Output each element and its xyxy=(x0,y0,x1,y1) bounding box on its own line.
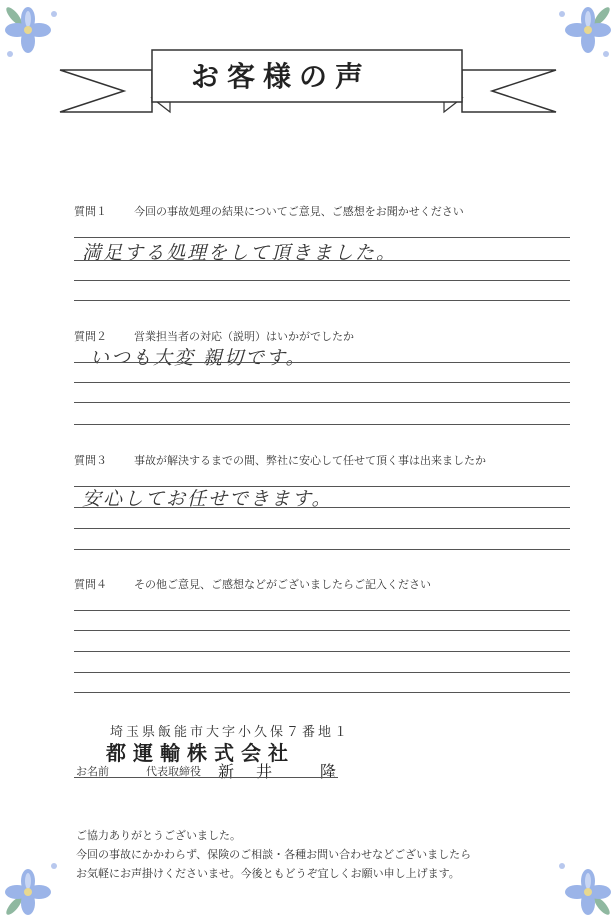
answer-line xyxy=(74,382,570,383)
closing-line: お気軽にお声掛けくださいませ。今後ともどうぞ宜しくお願い申し上げます。 xyxy=(76,867,460,880)
question-text: その他ご意見、ご感想などがございましたらご記入ください xyxy=(134,578,431,591)
answer-line xyxy=(74,260,570,261)
answer-line xyxy=(74,549,570,550)
question-number: 質問２ xyxy=(74,330,107,343)
question-text: 事故が解決するまでの間、弊社に安心して任せて頂く事は出来ましたか xyxy=(134,454,486,467)
question-text: 今回の事故処理の結果についてご意見、ご感想をお聞かせください xyxy=(134,205,464,218)
flower-decoration-icon xyxy=(0,856,64,920)
answer-line xyxy=(74,402,570,403)
question-number: 質問４ xyxy=(74,578,107,591)
closing-line: 今回の事故にかかわらず、保険のご相談・各種お問い合わせなどございましたら xyxy=(76,848,472,861)
question-text: 営業担当者の対応（説明）はいかがでしたか xyxy=(134,330,354,343)
name-label: お名前 xyxy=(76,765,109,778)
flower-decoration-icon xyxy=(552,856,616,920)
answer-line xyxy=(74,362,570,363)
answer-line xyxy=(74,651,570,652)
answer-3: 安心してお任せできます。 xyxy=(82,488,333,510)
question-number: 質問１ xyxy=(74,205,107,218)
page-title: お客様の声 xyxy=(190,60,371,93)
answer-1: 満足する処理をして頂きました。 xyxy=(82,242,398,264)
answer-line xyxy=(74,300,570,301)
answer-line xyxy=(74,507,570,508)
representative-name: 新井 隆 xyxy=(218,764,359,781)
closing-line: ご協力ありがとうございました。 xyxy=(76,829,241,842)
answer-line xyxy=(74,692,570,693)
representative-title: 代表取締役 xyxy=(146,765,201,778)
answer-line xyxy=(74,610,570,611)
question-number: 質問３ xyxy=(74,454,107,467)
question-3 xyxy=(74,452,486,468)
answer-line xyxy=(74,424,570,425)
answer-line xyxy=(74,280,570,281)
answer-2: いつも大変 親切です。 xyxy=(90,347,307,369)
name-underline xyxy=(74,777,338,778)
answer-line xyxy=(74,237,570,238)
answer-line xyxy=(74,528,570,529)
answer-line xyxy=(74,486,570,487)
company-name: 都運輸株式会社 xyxy=(106,743,295,765)
answer-line xyxy=(74,630,570,631)
question-2 xyxy=(74,328,354,344)
company-address: 埼玉県飯能市大字小久保７番地１ xyxy=(110,724,351,739)
question-1 xyxy=(74,203,464,219)
question-4 xyxy=(74,576,431,592)
answer-line xyxy=(74,672,570,673)
